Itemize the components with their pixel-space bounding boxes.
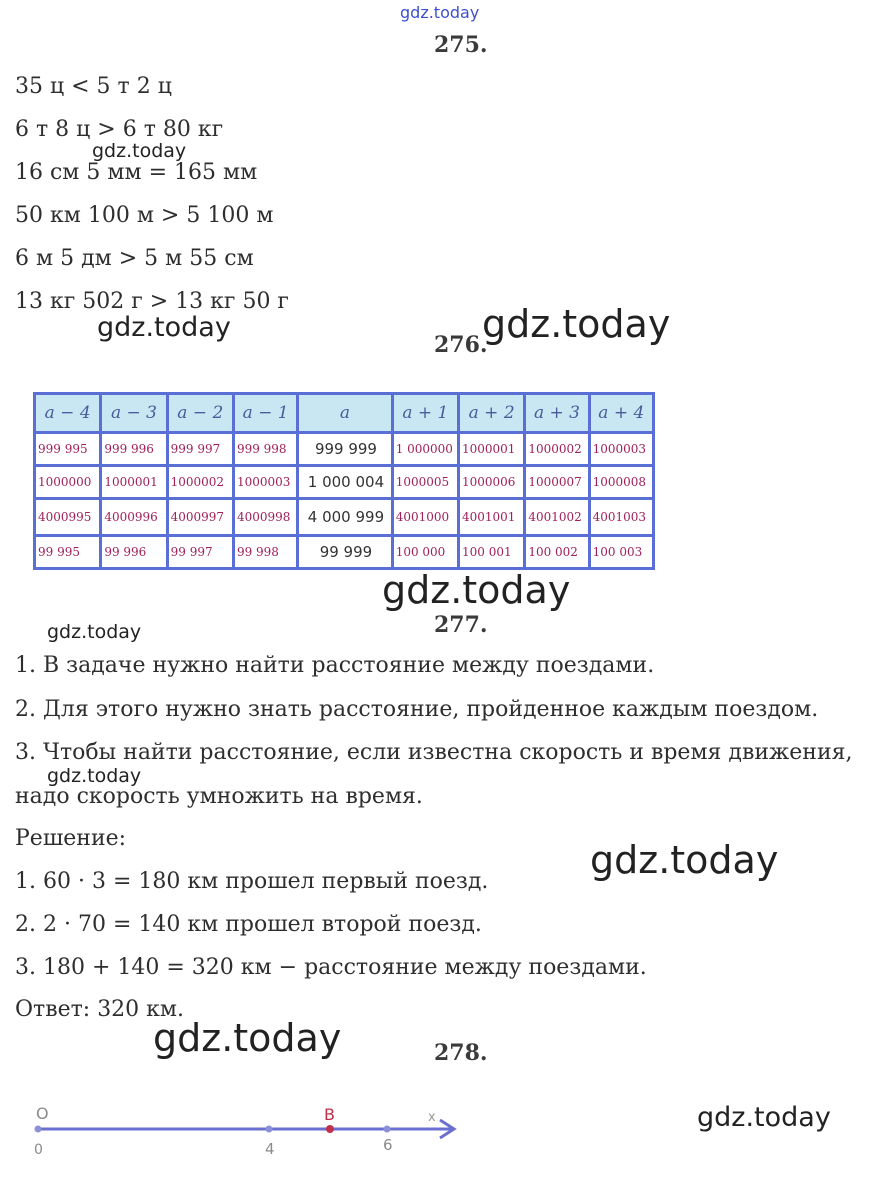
table-cell: 999 995 [35, 433, 101, 466]
table-cell: 999 996 [101, 433, 167, 466]
watermark: gdz.today [153, 1016, 342, 1060]
point-b [326, 1125, 334, 1133]
watermark: gdz.today [382, 568, 571, 612]
table-cell: 4 000 999 [298, 499, 392, 536]
task-277-line: 3. 180 + 140 = 320 км − расстояние между поездами. [15, 955, 647, 980]
table-cell: 1000002 [525, 433, 589, 466]
table-cell: 999 999 [298, 433, 392, 466]
table-cell: 100 002 [525, 536, 589, 569]
header-cell: a − 2 [167, 394, 233, 433]
table-row [35, 466, 654, 499]
table-cell: 1000007 [525, 466, 589, 499]
header-cell: a + 4 [589, 394, 653, 433]
header-cell: a [298, 394, 392, 433]
header-cell: a + 1 [392, 394, 458, 433]
table-cell: 4000997 [167, 499, 233, 536]
task-277-line: 1. 60 · 3 = 180 км прошел первый поезд. [15, 869, 489, 894]
table-cell: 99 996 [101, 536, 167, 569]
point-4 [266, 1126, 273, 1133]
task-275-number: 275. [434, 32, 488, 58]
table-cell: 99 999 [298, 536, 392, 569]
table-cell: 1000006 [459, 466, 525, 499]
table-cell: 100 000 [392, 536, 458, 569]
task-277-line: 3. Чтобы найти расстояние, если известна скорость и время движения, [15, 740, 853, 765]
watermark: gdz.today [590, 838, 779, 882]
task-275-line: 16 см 5 мм = 165 мм [15, 160, 258, 185]
table-cell: 4001001 [459, 499, 525, 536]
watermark: gdz.today [97, 312, 231, 343]
table-cell: 1000005 [392, 466, 458, 499]
table-cell: 4001003 [589, 499, 653, 536]
watermark: gdz.today [697, 1102, 831, 1133]
watermark: gdz.today [47, 765, 142, 787]
sequence-table [33, 392, 655, 570]
table-cell: 999 998 [233, 433, 297, 466]
task-277-line: 1. В задаче нужно найти расстояние между поездами. [15, 653, 655, 678]
table-cell: 999 997 [167, 433, 233, 466]
table-row [35, 536, 654, 569]
watermark: gdz.today [482, 302, 671, 346]
table-header-row [35, 394, 654, 433]
origin-label: O [36, 1104, 49, 1123]
task-277-number: 277. [434, 612, 488, 638]
task-277-line: Решение: [15, 826, 127, 851]
task-275-line: 35 ц < 5 т 2 ц [15, 74, 172, 99]
table-row [35, 433, 654, 466]
task-278-number: 278. [434, 1040, 488, 1066]
task-277-line: Ответ: 320 км. [15, 997, 185, 1022]
table-row [35, 499, 654, 536]
watermark-top: gdz.today [400, 3, 480, 22]
table-cell: 100 001 [459, 536, 525, 569]
table-cell: 1000003 [233, 466, 297, 499]
table-cell: 1000001 [101, 466, 167, 499]
tick-label: 6 [383, 1136, 393, 1154]
table-cell: 1000003 [589, 433, 653, 466]
table-cell: 1000002 [167, 466, 233, 499]
table-cell: 99 997 [167, 536, 233, 569]
table-cell: 4001000 [392, 499, 458, 536]
table-cell: 1 000 004 [298, 466, 392, 499]
task-277-line: 2. Для этого нужно знать расстояние, пройденное каждым поездом. [15, 697, 819, 722]
point-o [35, 1126, 42, 1133]
tick-label: 0 [34, 1142, 43, 1158]
task-275-line: 50 км 100 м > 5 100 м [15, 203, 274, 228]
table-cell: 1000001 [459, 433, 525, 466]
axis-x-label: x [428, 1110, 436, 1125]
header-cell: a − 4 [35, 394, 101, 433]
header-cell: a − 3 [101, 394, 167, 433]
task-275-line: 6 м 5 дм > 5 м 55 см [15, 246, 254, 271]
header-cell: a − 1 [233, 394, 297, 433]
table-cell: 99 995 [35, 536, 101, 569]
point-6 [384, 1126, 391, 1133]
task-277-line: 2. 2 · 70 = 140 км прошел второй поезд. [15, 912, 482, 937]
point-b-label: B [324, 1105, 335, 1124]
table-cell: 4000996 [101, 499, 167, 536]
watermark: gdz.today [47, 621, 142, 643]
table-cell: 1000008 [589, 466, 653, 499]
task-275-line: 6 т 8 ц > 6 т 80 кг [15, 117, 224, 142]
table-cell: 4001002 [525, 499, 589, 536]
task-276-number: 276. [434, 332, 488, 358]
task-275-line: 13 кг 502 г > 13 кг 50 г [15, 289, 289, 314]
table-cell: 4000995 [35, 499, 101, 536]
task-277-line: надо скорость умножить на время. [15, 784, 423, 809]
number-line [0, 1095, 480, 1165]
table-cell: 1000000 [35, 466, 101, 499]
header-cell: a + 2 [459, 394, 525, 433]
watermark: gdz.today [92, 140, 187, 162]
table-cell: 1 000000 [392, 433, 458, 466]
table-cell: 4000998 [233, 499, 297, 536]
tick-label: 4 [265, 1140, 275, 1158]
table-cell: 99 998 [233, 536, 297, 569]
table-cell: 100 003 [589, 536, 653, 569]
header-cell: a + 3 [525, 394, 589, 433]
